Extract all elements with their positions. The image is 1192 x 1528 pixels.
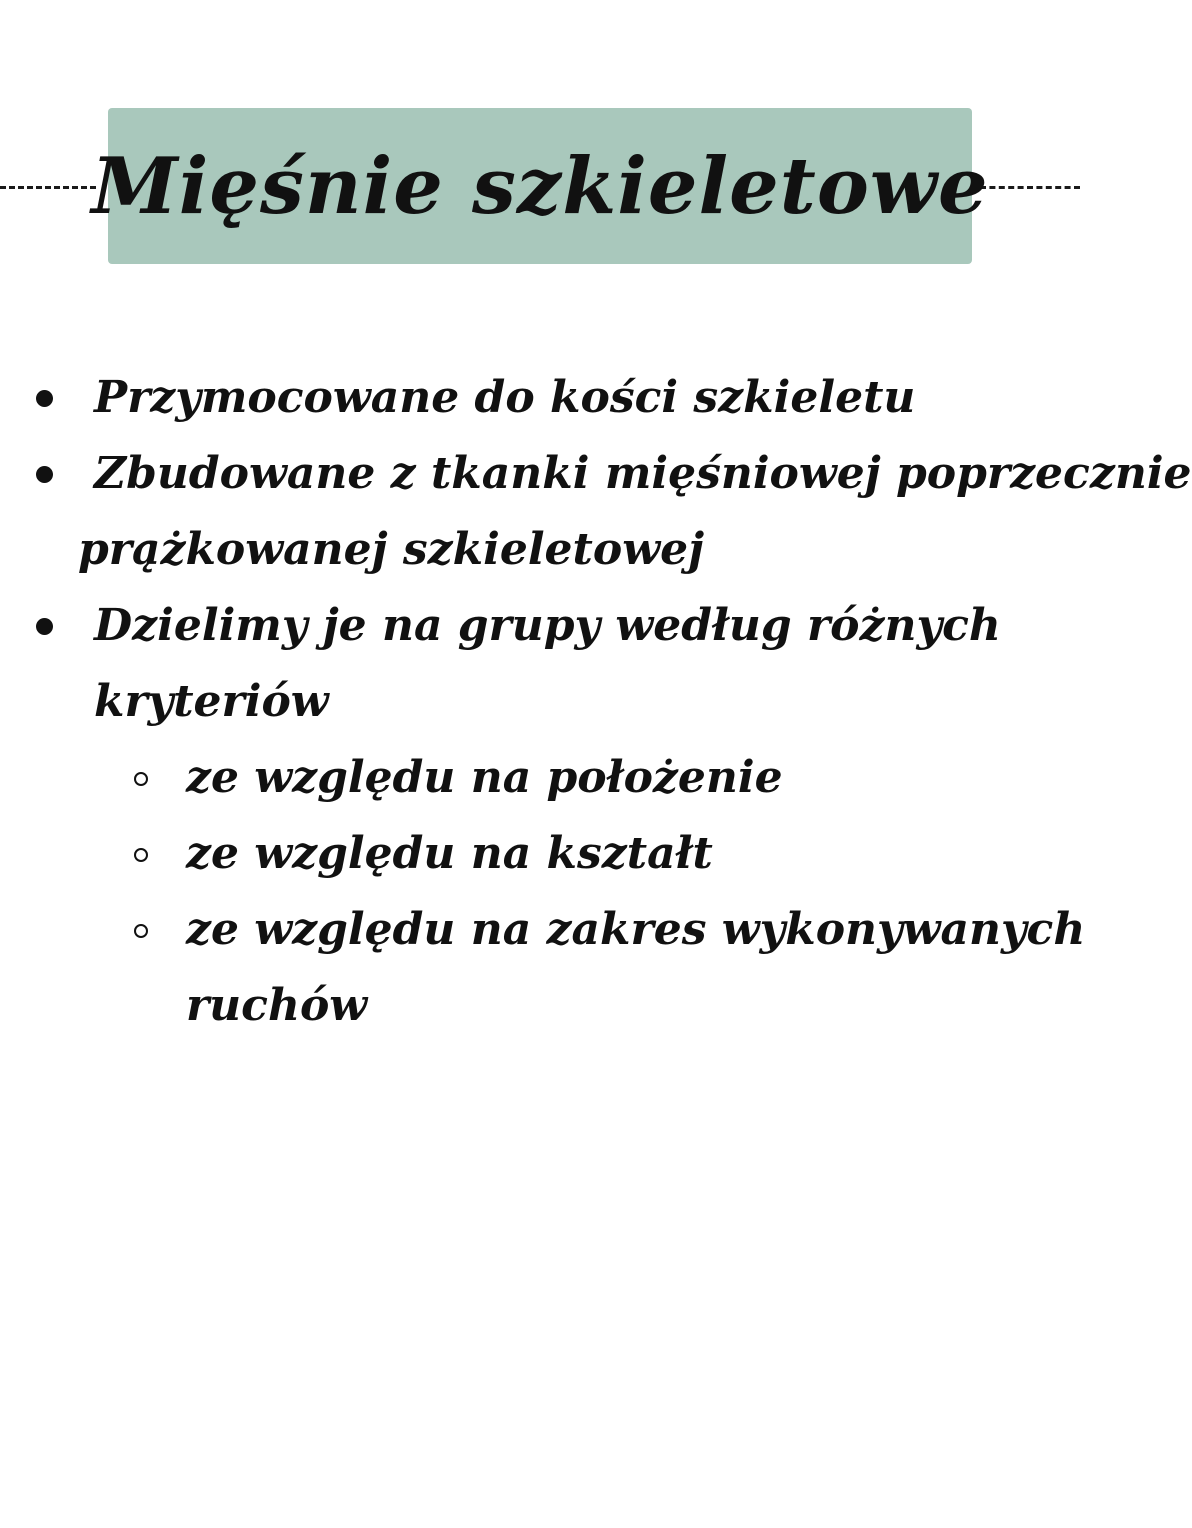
sub-list-item-text: ze względu na kształt [186, 828, 713, 879]
circle-bullet-icon [134, 848, 148, 862]
sub-list-item-text: ze względu na zakres wykonywanych [186, 904, 1086, 955]
list-item-text-continued: kryteriów [94, 676, 329, 727]
sub-list-item [186, 892, 1086, 1044]
title-banner [91, 108, 989, 264]
list-item [78, 436, 1192, 588]
sub-list-item [186, 816, 1080, 892]
list-item [94, 588, 1080, 740]
bullet-dot-icon [36, 466, 53, 483]
title-dash-right [980, 186, 1080, 189]
list-item-text: Zbudowane z tkanki mięśniowej poprzecznie [94, 448, 1192, 499]
bullet-dot-icon [36, 390, 53, 407]
list-item-text: Przymocowane do kości szkieletu [94, 372, 916, 423]
sub-list-item-text-continued: ruchów [186, 980, 368, 1031]
list-item-text: Dzielimy je na grupy według różnych [94, 600, 1001, 651]
sub-list-item-text: ze względu na położenie [186, 752, 783, 803]
circle-bullet-icon [134, 772, 148, 786]
list-item [94, 360, 1080, 436]
circle-bullet-icon [134, 924, 148, 938]
title-dash-left [0, 186, 96, 189]
bullet-list [0, 360, 1192, 1044]
bullet-dot-icon [36, 618, 53, 635]
sub-list-item [186, 740, 1080, 816]
list-item-text-continued: prążkowanej szkieletowej [78, 524, 705, 575]
page-title: Mięśnie szkieletowe [91, 140, 989, 232]
